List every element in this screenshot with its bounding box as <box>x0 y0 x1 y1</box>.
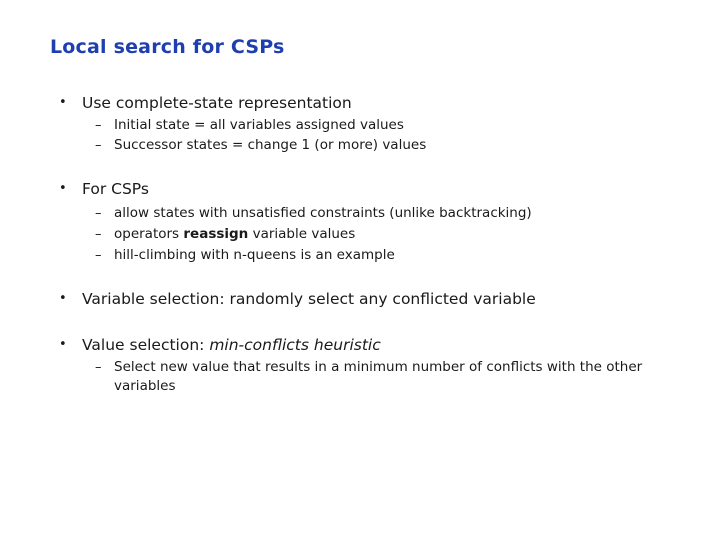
dash-icon: – <box>95 138 102 153</box>
bullet-item <box>0 334 720 356</box>
bullet-text <box>82 334 381 356</box>
bullet-text: Use complete-state representation <box>82 94 352 112</box>
dash-icon: – <box>95 206 102 221</box>
bullet-item <box>0 178 720 200</box>
sub-bullet-text: allow states with unsatisfied constraints (unlike backtracking) <box>114 205 532 221</box>
sub-bullet-text <box>114 225 355 244</box>
bullet-icon: • <box>59 95 67 110</box>
bullet-text: Variable selection: randomly select any conflicted variable <box>82 290 536 308</box>
sub-bullet-text: Initial state = all variables assigned values <box>114 117 404 133</box>
slide-title: Local search for CSPs <box>50 36 285 58</box>
sub-bullet-prefix: operators <box>114 226 184 242</box>
bullet-item <box>0 288 720 310</box>
dash-icon: – <box>95 227 102 242</box>
dash-icon: – <box>95 248 102 263</box>
bullet-icon: • <box>59 337 67 352</box>
sub-bullet-suffix: variable values <box>248 226 356 242</box>
sub-bullet-text: hill-climbing with n-queens is an example <box>114 247 395 263</box>
dash-icon: – <box>95 118 102 133</box>
emphasis-bold: reassign <box>183 226 249 242</box>
dash-icon: – <box>95 360 102 375</box>
bullet-item <box>0 92 720 114</box>
sub-bullet-text: Select new value that results in a minimum number of conflicts with the other variables <box>114 359 643 394</box>
emphasis-italic: min-conflicts heuristic <box>209 336 381 354</box>
bullet-text: For CSPs <box>82 180 149 198</box>
sub-bullet-text: Successor states = change 1 (or more) values <box>114 137 427 153</box>
bullet-icon: • <box>59 291 67 306</box>
bullet-icon: • <box>59 181 67 196</box>
bullet-prefix: Value selection: <box>82 336 210 354</box>
